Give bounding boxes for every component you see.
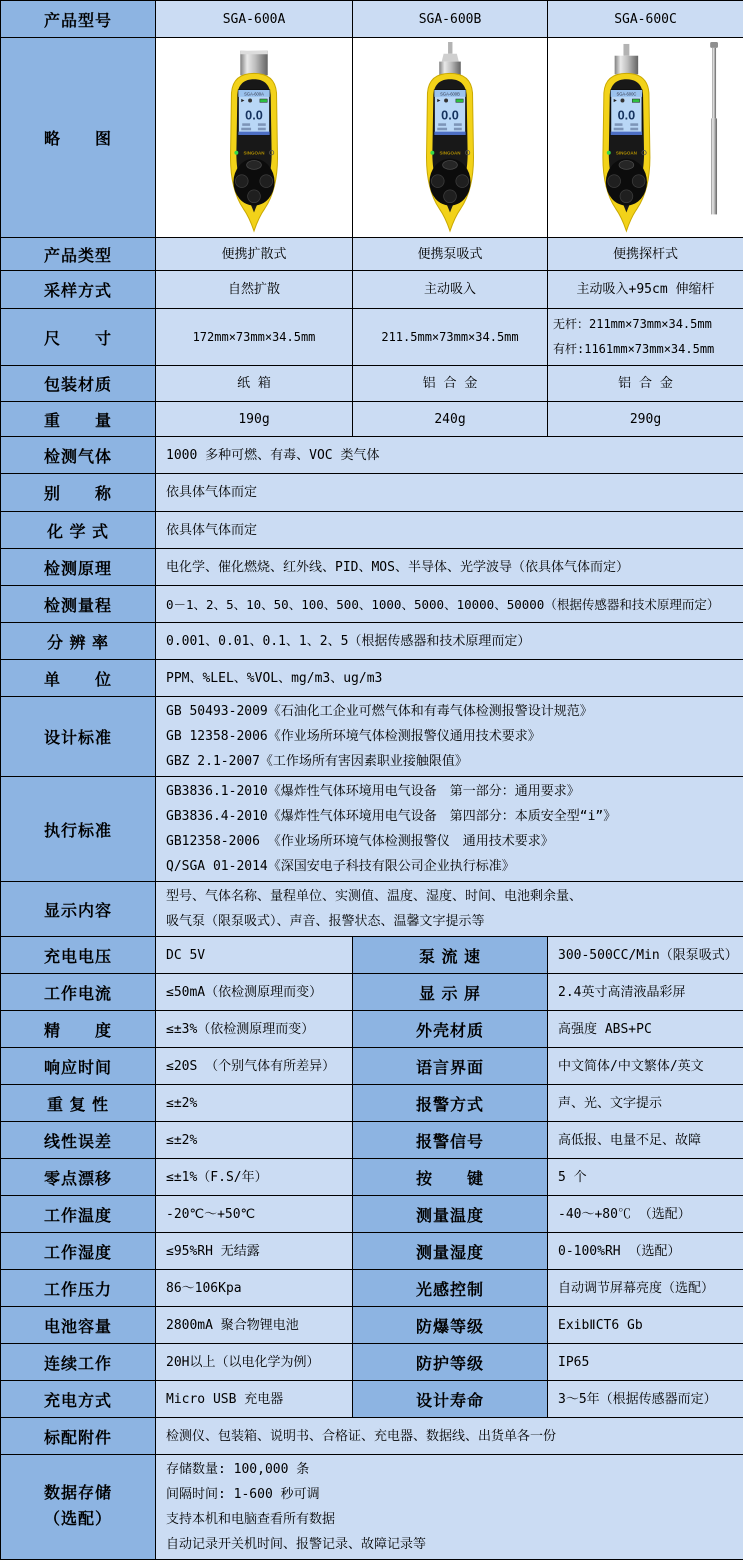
spec-value: 5 个	[548, 1159, 743, 1196]
weight-a: 190g	[156, 402, 353, 437]
label-unit: 单 位	[1, 660, 156, 697]
package-a: 纸 箱	[156, 366, 353, 402]
data-storage-line: 自动记录开关机时间、报警记录、故障记录等	[166, 1532, 737, 1557]
design-standard-line: GBZ 2.1-2007《工作场所有害因素职业接触限值》	[166, 749, 737, 774]
spec-value: 高低报、电量不足、故障	[548, 1122, 743, 1159]
spec-label: 语言界面	[353, 1048, 548, 1085]
sampling-b: 主动吸入	[353, 271, 548, 309]
model-b: SGA-600B	[353, 1, 548, 38]
row-range	[1, 586, 743, 623]
spec-label: 光感控制	[353, 1270, 548, 1307]
sensor-cap	[240, 50, 267, 74]
spec-label: 泵 流 速	[353, 937, 548, 974]
principle-value: 电化学、催化燃烧、红外线、PID、MOS、半导体、光学波导（依具体气体而定）	[156, 549, 743, 586]
spec-label: 显 示 屏	[353, 974, 548, 1011]
spec-label: 按 键	[353, 1159, 548, 1196]
spec-label: 工作湿度	[1, 1233, 156, 1270]
status-led	[430, 150, 434, 154]
device-illustration-diffusion	[179, 42, 329, 234]
spec-row	[1, 1196, 743, 1233]
spec-row	[1, 1159, 743, 1196]
weight-b: 240g	[353, 402, 548, 437]
spec-value: 中文简体/中文繁体/英文	[548, 1048, 743, 1085]
row-display-content	[1, 882, 743, 937]
menu-button	[247, 160, 262, 169]
telescopic-rod-lower	[711, 118, 717, 214]
spec-label: 工作温度	[1, 1196, 156, 1233]
spec-value: 2.4英寸高清液晶彩屏	[548, 974, 743, 1011]
spec-row	[1, 1270, 743, 1307]
data-storage-line: 存储数量: 100,000 条	[166, 1457, 737, 1482]
label-resolution: 分 辨 率	[1, 623, 156, 660]
data-storage-value	[156, 1455, 743, 1560]
spec-row	[1, 1122, 743, 1159]
spec-label: 重 复 性	[1, 1085, 156, 1122]
row-data-storage	[1, 1455, 743, 1560]
spec-value: 自动调节屏幕亮度（选配）	[548, 1270, 743, 1307]
spec-value: 3～5年（根据传感器而定）	[548, 1381, 743, 1418]
spec-value: 高强度 ABS+PC	[548, 1011, 743, 1048]
sampling-a: 自然扩散	[156, 271, 353, 309]
exec-standard-line: GB12358-2006 《作业场所环境气体检测报警仪 通用技术要求》	[166, 829, 737, 854]
spec-value: 2800mA 聚合物锂电池	[156, 1307, 353, 1344]
label-principle: 检测原理	[1, 549, 156, 586]
spec-value: -20℃～+50℃	[156, 1196, 353, 1233]
size-a: 172mm×73mm×34.5mm	[156, 309, 353, 366]
screen-model-text: SGA-600A	[244, 91, 264, 96]
package-c: 铝 合 金	[548, 366, 743, 402]
label-weight: 重 量	[1, 402, 156, 437]
weight-c: 290g	[548, 402, 743, 437]
brand-text: SINGOAN	[439, 150, 460, 155]
spec-value: ≤±2%	[156, 1085, 353, 1122]
spec-value: -40～+80℃ （选配）	[548, 1196, 743, 1233]
spec-value: 86～106Kpa	[156, 1270, 353, 1307]
menu-button	[443, 160, 458, 169]
label-product-type: 产品类型	[1, 238, 156, 271]
spec-label: 响应时间	[1, 1048, 156, 1085]
row-size	[1, 309, 743, 366]
row-resolution	[1, 623, 743, 660]
range-value: 0－1、2、5、10、50、100、500、1000、5000、10000、50000（根据传感器和技术原理而定）	[156, 586, 743, 623]
fan-icon	[620, 98, 624, 102]
spec-row	[1, 1344, 743, 1381]
spec-label: 精 度	[1, 1011, 156, 1048]
spec-value: IP65	[548, 1344, 743, 1381]
screen-reading: 0.0	[617, 107, 635, 122]
model-c: SGA-600C	[548, 1, 743, 38]
spec-row	[1, 1085, 743, 1122]
label-alias: 别 称	[1, 474, 156, 512]
data-storage-line: 间隔时间: 1-600 秒可调	[166, 1482, 737, 1507]
alias-value: 依具体气体而定	[156, 474, 743, 512]
device-image-sga-600c	[548, 38, 743, 238]
label-product-model: 产品型号	[1, 1, 156, 38]
brand-text: SINGOAN	[243, 150, 264, 155]
spec-value: ≤±1%（F.S/年）	[156, 1159, 353, 1196]
spec-value: 300-500CC/Min（限泵吸式）	[548, 937, 743, 974]
row-formula	[1, 512, 743, 549]
battery-icon	[260, 99, 267, 102]
row-unit	[1, 660, 743, 697]
formula-value: 依具体气体而定	[156, 512, 743, 549]
spec-value: ≤20S （个别气体有所差异）	[156, 1048, 353, 1085]
size-c-with-rod: 有杆:1161mm×73mm×34.5mm	[553, 337, 737, 362]
screen-reading: 0.0	[441, 107, 459, 122]
row-accessories	[1, 1418, 743, 1455]
fan-icon	[248, 98, 252, 102]
design-standard-line: GB 50493-2009《石油化工企业可燃气体和有毒气体检测报警设计规范》	[166, 699, 737, 724]
spec-row	[1, 1381, 743, 1418]
spec-label: 测量湿度	[353, 1233, 548, 1270]
display-content-line: 型号、气体名称、量程单位、实测值、温度、湿度、时间、电池剩余量、	[166, 884, 737, 909]
telescopic-rod-upper	[712, 47, 716, 118]
spec-label: 外壳材质	[353, 1011, 548, 1048]
spec-row	[1, 1233, 743, 1270]
spec-label: 连续工作	[1, 1344, 156, 1381]
design-standard-value	[156, 697, 743, 777]
spec-value: ≤±2%	[156, 1122, 353, 1159]
product-type-a: 便携扩散式	[156, 238, 353, 271]
row-package	[1, 366, 743, 402]
display-content-value	[156, 882, 743, 937]
row-alias	[1, 474, 743, 512]
telescopic-rod-tip	[710, 42, 718, 48]
battery-icon	[632, 99, 639, 102]
row-sketch	[1, 38, 743, 238]
screen-model-text: SGA-600C	[616, 91, 636, 96]
row-principle	[1, 549, 743, 586]
exec-standard-line: GB3836.1-2010《爆炸性气体环境用电气设备 第一部分：通用要求》	[166, 779, 737, 804]
sampling-c: 主动吸入+95cm 伸缩杆	[548, 271, 743, 309]
spec-value: 声、光、文字提示	[548, 1085, 743, 1122]
exec-standard-line: Q/SGA 01-2014《深国安电子科技有限公司企业执行标准》	[166, 854, 737, 879]
menu-button	[619, 160, 634, 169]
battery-icon	[456, 99, 463, 102]
spec-label: 零点漂移	[1, 1159, 156, 1196]
product-type-c: 便携探杆式	[548, 238, 743, 271]
data-storage-line: 支持本机和电脑查看所有数据	[166, 1507, 737, 1532]
row-design-standard	[1, 697, 743, 777]
label-gases: 检测气体	[1, 437, 156, 474]
label-data-storage	[1, 1455, 156, 1560]
label-data-storage-line1: 数据存储	[2, 1481, 154, 1507]
label-size: 尺 寸	[1, 309, 156, 366]
device-illustration-probe	[551, 42, 741, 234]
spec-value: ≤50mA（依检测原理而变）	[156, 974, 353, 1011]
label-range: 检测量程	[1, 586, 156, 623]
design-standard-line: GB 12358-2006《作业场所环境气体检测报警仪通用技术要求》	[166, 724, 737, 749]
probe-rod	[448, 42, 452, 54]
exec-standard-line: GB3836.4-2010《爆炸性气体环境用电气设备 第四部分：本质安全型“i”》	[166, 804, 737, 829]
spec-label: 报警信号	[353, 1122, 548, 1159]
spec-label: 充电电压	[1, 937, 156, 974]
probe-rod	[623, 43, 629, 55]
unit-value: PPM、%LEL、%VOL、mg/m3、ug/m3	[156, 660, 743, 697]
product-type-b: 便携泵吸式	[353, 238, 548, 271]
brand-text: SINGOAN	[615, 150, 636, 155]
spec-label: 工作压力	[1, 1270, 156, 1307]
size-c	[548, 309, 743, 366]
spec-label: 防爆等级	[353, 1307, 548, 1344]
label-package: 包装材质	[1, 366, 156, 402]
row-sampling	[1, 271, 743, 309]
label-sketch: 略 图	[1, 38, 156, 238]
spec-row	[1, 974, 743, 1011]
label-design-standard: 设计标准	[1, 697, 156, 777]
size-b: 211.5mm×73mm×34.5mm	[353, 309, 548, 366]
device-image-sga-600a	[156, 38, 353, 238]
accessories-value: 检测仪、包装箱、说明书、合格证、充电器、数据线、出货单各一份	[156, 1418, 743, 1455]
spec-label: 线性误差	[1, 1122, 156, 1159]
device-image-sga-600b	[353, 38, 548, 238]
model-a: SGA-600A	[156, 1, 353, 38]
display-content-line: 吸气泵（限泵吸式）、声音、报警状态、温馨文字提示等	[166, 909, 737, 934]
spec-label: 报警方式	[353, 1085, 548, 1122]
label-accessories: 标配附件	[1, 1418, 156, 1455]
size-c-no-rod: 无杆：211mm×73mm×34.5mm	[553, 312, 737, 337]
package-b: 铝 合 金	[353, 366, 548, 402]
spec-row	[1, 1048, 743, 1085]
spec-value: ≤95%RH 无结露	[156, 1233, 353, 1270]
row-product-type	[1, 238, 743, 271]
row-exec-standard	[1, 777, 743, 882]
sensor-cap	[614, 55, 638, 74]
spec-value: 0-100%RH （选配）	[548, 1233, 743, 1270]
spec-value: 20H以上（以电化学为例）	[156, 1344, 353, 1381]
label-display-content: 显示内容	[1, 882, 156, 937]
spec-value: Micro USB 充电器	[156, 1381, 353, 1418]
row-product-model	[1, 1, 743, 38]
label-data-storage-line2: （选配）	[2, 1507, 154, 1533]
spec-label: 充电方式	[1, 1381, 156, 1418]
spec-label: 设计寿命	[353, 1381, 548, 1418]
spec-label: 测量温度	[353, 1196, 548, 1233]
fan-icon	[444, 98, 448, 102]
resolution-value: 0.001、0.01、0.1、1、2、5（根据传感器和技术原理而定）	[156, 623, 743, 660]
gases-value: 1000 多种可燃、有毒、VOC 类气体	[156, 437, 743, 474]
spec-row	[1, 1011, 743, 1048]
row-gases	[1, 437, 743, 474]
row-weight	[1, 402, 743, 437]
device-illustration-pump	[375, 42, 525, 234]
spec-label: 电池容量	[1, 1307, 156, 1344]
exec-standard-value	[156, 777, 743, 882]
screen-model-text: SGA-600B	[440, 91, 460, 96]
status-led	[234, 150, 238, 154]
screen-reading: 0.0	[245, 107, 263, 122]
label-formula: 化 学 式	[1, 512, 156, 549]
spec-value: DC 5V	[156, 937, 353, 974]
spec-label: 工作电流	[1, 974, 156, 1011]
spec-label: 防护等级	[353, 1344, 548, 1381]
label-exec-standard: 执行标准	[1, 777, 156, 882]
status-led	[606, 150, 610, 154]
spec-row	[1, 1307, 743, 1344]
spec-value: ExibⅡCT6 Gb	[548, 1307, 743, 1344]
label-sampling: 采样方式	[1, 271, 156, 309]
spec-row	[1, 937, 743, 974]
spec-value: ≤±3%（依检测原理而变）	[156, 1011, 353, 1048]
